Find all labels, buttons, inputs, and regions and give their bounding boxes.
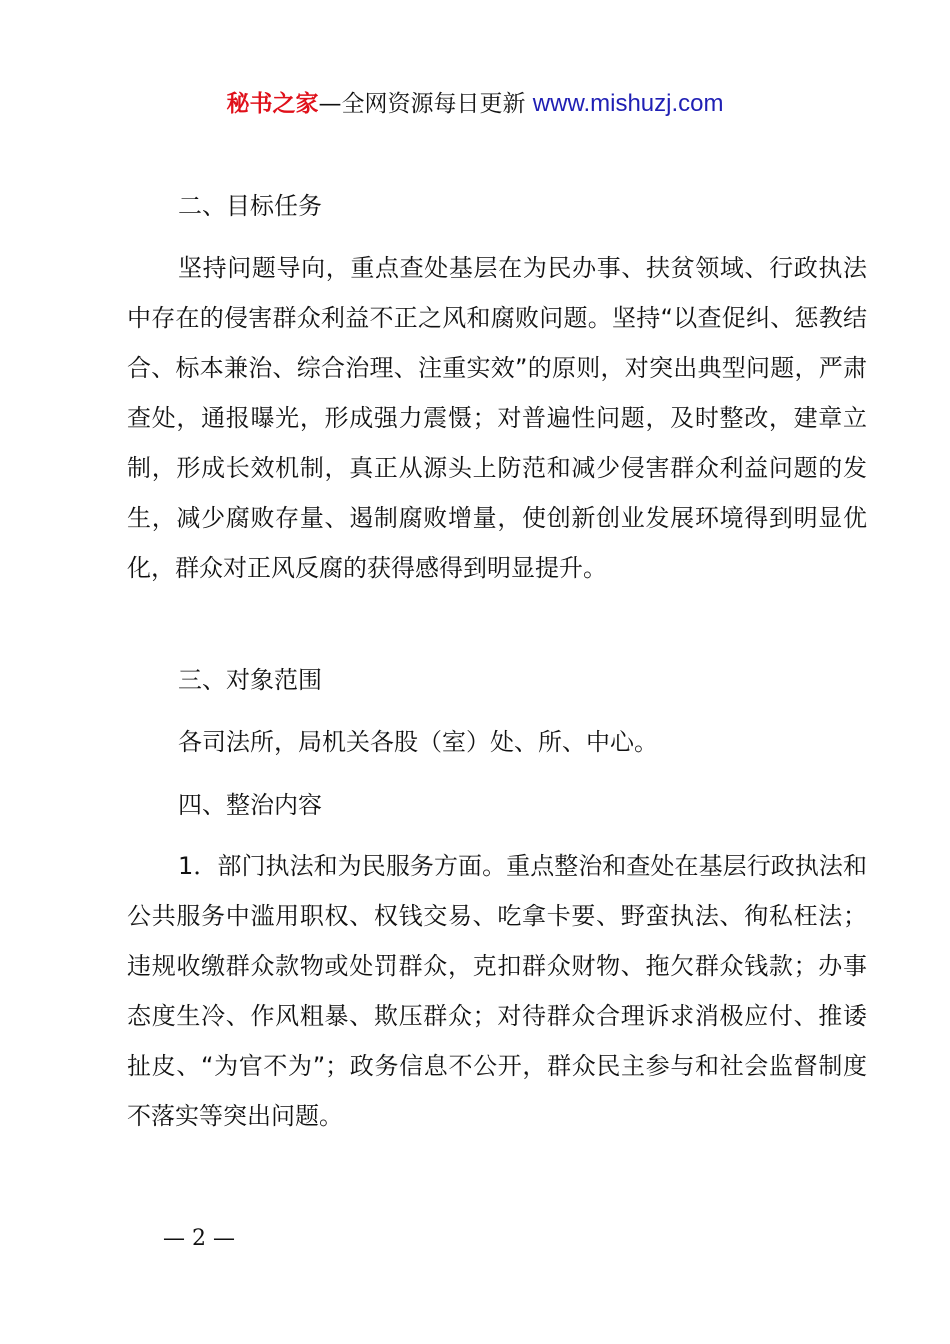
site-url-link[interactable]: www.mishuzj.com (532, 90, 724, 117)
section-2-paragraph: 坚持问题导向，重点查处基层在为民办事、扶贫领域、行政执法中存在的侵害群众利益不正之风和腐败问题。坚持“以查促纠、惩教结合、标本兼治、综合治理、注重实效”的原则，对突出典型问题，严肃查处，通报曝光，形成强力震慑；对普遍性问题，及时整改，建章立制，形成长效机制，真正从源头上防范和减少侵害群众利益问题的发生，减少腐败存量、遏制腐败增量，使创新创业发展环境得到明显优化，群众对正风反腐的获得感得到明显提升。 (127, 254, 867, 582)
page-number: — 2 — (163, 1226, 235, 1251)
site-brand: 秘书之家 (226, 91, 319, 117)
section-4-item-1: 1．部门执法和为民服务方面。重点整治和查处在基层行政执法和公共服务中滥用职权、权钱交易、吃拿卡要、野蛮执法、徇私枉法；违规收缴群众款物或处罚群众，克扣群众财物、拖欠群众钱款；办事态度生冷、作风粗暴、欺压群众；对待群众合理诉求消极应付、推诿扯皮、“为官不为”；政务信息不公开，群众民主参与和社会监督制度不落实等突出问题。 (127, 852, 867, 1130)
section-2-heading: 二、目标任务 (178, 192, 322, 220)
section-3-heading: 三、对象范围 (178, 666, 322, 694)
section-3-paragraph: 各司法所，局机关各股（室）处、所、中心。 (178, 728, 658, 756)
site-tagline: —全网资源每日更新 (318, 91, 533, 117)
site-header (0, 86, 950, 122)
section-4-heading: 四、整治内容 (178, 791, 322, 819)
